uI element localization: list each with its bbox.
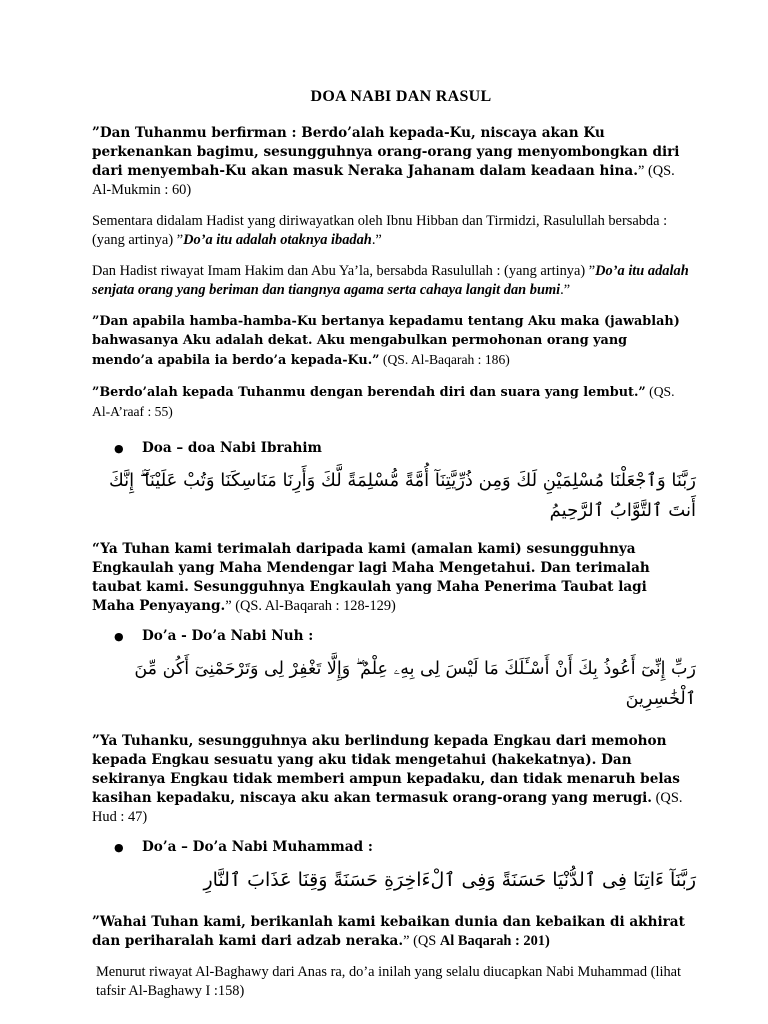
hadith-intro: Dan Hadist riwayat Imam Hakim dan Abu Ya’la, bersabda Rasulullah : (yang artinya) ” xyxy=(92,263,596,279)
hadith-ibnu-hibban xyxy=(92,212,690,250)
citation-open: ” (QS xyxy=(403,933,440,949)
quote-al-baqarah-186 xyxy=(92,312,690,370)
translation-muhammad xyxy=(92,913,690,951)
hadith-quote: Do’a itu adalah otaknya ibadah xyxy=(183,232,372,248)
arabic-verse-nuh: رَبِّ إِنِّىٓ أَعُوذُ بِكَ أَنْ أَسْـَٔلَكَ مَا لَيْسَ لِى بِهِۦ عِلْمٌ ۖ وَإِلَّا تَغْفِرْ لِى وَتَرْحَمْنِىٓ أَكُن مِّنَ ٱلْخَٰسِرِينَ xyxy=(134,659,696,709)
translation-text: ”Wahai Tuhan kami, berikanlah kami kebaikan dunia dan kebaikan di akhirat dan periharalah kami dari adzab neraka. xyxy=(92,914,685,949)
citation-bold: Al Baqarah : 201) xyxy=(439,933,550,949)
translation-text: ”Ya Tuhanku, sesungguhnya aku berlindung kepada Engkau dari memohon kepada Engkau sesuatu yang aku tidak mengetahui (hakekatnya). Dan sekiranya Engkau tidak memberi ampun kepadaku, dan tidak menaruh belas kasihan kepadaku, niscaya aku akan termasuk orang-orang yang merugi. xyxy=(92,733,680,806)
section-heading-text: Do’a - Do’a Nabi Nuh : xyxy=(142,628,314,644)
bullet-icon: ● xyxy=(114,442,124,455)
translation-ibrahim xyxy=(92,540,690,616)
section-heading-ibrahim xyxy=(114,440,690,456)
arabic-verse-muhammad: رَبَّنَآ ءَاتِنَا فِى ٱلدُّنْيَا حَسَنَةً وَفِى ٱلْءَاخِرَةِ حَسَنَةً وَقِنَا عَذَابَ ٱلنَّارِ xyxy=(203,869,696,891)
page-title: DOA NABI DAN RASUL xyxy=(310,88,492,105)
translation-nuh xyxy=(92,732,690,827)
citation: (QS. Al-A’raaf : 55) xyxy=(92,384,675,419)
hadith-imam-hakim xyxy=(92,262,690,300)
hadith-close: .” xyxy=(371,232,382,248)
hadith-quote: Do’a itu adalah senjata orang yang beriman dan tiangnya agama serta cahaya langit dan bumi xyxy=(92,263,689,298)
bullet-icon: ● xyxy=(114,841,124,854)
arabic-verse-ibrahim: رَبَّنَا وَٱجْعَلْنَا مُسْلِمَيْنِ لَكَ وَمِن ذُرِّيَّتِنَآ أُمَّةً مُّسْلِمَةً لَّكَ وَأَرِنَا مَنَاسِكَنَا وَتُبْ عَلَيْنَآ ۖ إِنَّكَ أَنتَ ٱلتَّوَّابُ ٱلرَّحِيمُ xyxy=(108,470,696,521)
bullet-icon: ● xyxy=(114,630,124,643)
section-heading-text: Do’a – Do’a Nabi Muhammad : xyxy=(142,839,373,855)
translation-text: “Ya Tuhan kami terimalah daripada kami (amalan kami) sesungguhnya Engkaulah yang Maha Mendengar lagi Maha Mengetahui. Dan terimalah taubat kami. Sesungguhnya Engkaulah yang Maha Penerima Taubat lagi Maha Penyayang. xyxy=(92,541,650,614)
section-heading-text: Doa – doa Nabi Ibrahim xyxy=(142,440,322,456)
quote-text: ”Dan Tuhanmu berfirman : Berdo’alah kepada-Ku, niscaya akan Ku perkenankan bagimu, sesungguhnya orang-orang yang menyombongkan diri dari menyembah-Ku akan masuk Neraka Jahanam dalam keadaan hina. xyxy=(92,125,680,179)
hadith-close: .” xyxy=(560,282,571,298)
quote-al-mukmin xyxy=(92,124,690,200)
citation: ” (QS. Al-Baqarah : 128-129) xyxy=(225,598,396,614)
section-heading-muhammad xyxy=(114,839,690,855)
citation: ” (QS. Al-Mukmin : 60) xyxy=(92,163,675,198)
quote-text: ”Berdo’alah kepada Tuhanmu dengan berendah diri dan suara yang lembut.” xyxy=(92,385,646,400)
citation: (QS. Hud : 47) xyxy=(92,790,683,825)
quote-text: ”Dan apabila hamba-hamba-Ku bertanya kepadamu tentang Aku maka (jawablah) bahwasanya Aku adalah dekat. Aku mengabulkan permohonan orang yang mendo’a apabila ia berdo’a kepada-Ku.” xyxy=(92,314,680,368)
section-heading-nuh xyxy=(114,628,690,644)
quote-al-araaf xyxy=(92,382,690,422)
closing-note: Menurut riwayat Al-Baghawy dari Anas ra, do’a inilah yang selalu diucapkan Nabi Muhammad (lihat tafsir Al-Baghawy I :158) xyxy=(96,964,682,999)
citation: (QS. Al-Baqarah : 186) xyxy=(379,352,510,367)
hadith-intro: Sementara didalam Hadist yang diriwayatkan oleh Ibnu Hibban dan Tirmidzi, Rasulullah bersabda : (yang artinya) ” xyxy=(92,213,668,248)
